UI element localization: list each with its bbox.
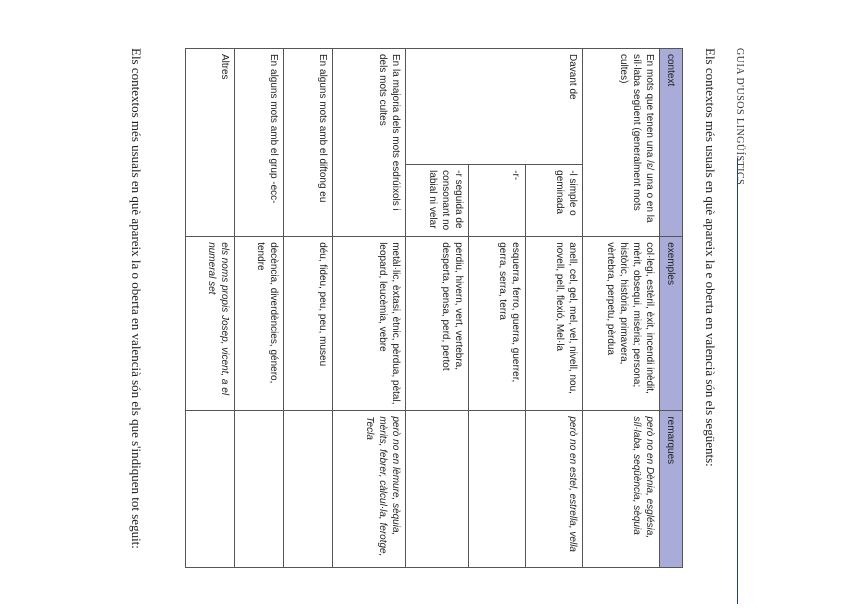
running-head-rule	[737, 158, 738, 604]
cell-examples: metàl·lic, èxtasi, ètnic, pèrdua, pètal, leopard, leucèmia, vebre	[333, 237, 406, 411]
cell-context: En alguns mots amb el grup -ecc-	[235, 49, 284, 237]
table-row	[235, 49, 284, 568]
table-row	[583, 49, 660, 568]
cell-remarks: però no en lèmure, sèquia, mèrits, febrer, càlcul·la, ferotge, Tecla	[333, 411, 406, 568]
running-head-text: GUIA D'USOS LINGÜÍSTICS	[734, 48, 745, 186]
header-context: context	[660, 49, 683, 237]
cell-subcontext: -l simple o geminada	[526, 165, 583, 237]
cell-examples: col·legi, estèril, èxit, incendi inèdit, mèrit, obsequi, misèria; persona; històric, història, primavera, vèrtebra, perpetu, pèrdua	[583, 237, 660, 411]
cell-examples: perdiu, hivern, vert, vertebra, desperta, pensa, perd, pertot	[406, 237, 469, 411]
table-row	[526, 49, 583, 568]
cell-remarks	[406, 411, 469, 568]
table-row	[333, 49, 406, 568]
cell-remarks	[186, 411, 235, 568]
cell-context: En alguns mots amb el diftong eu	[284, 49, 333, 237]
usage-table	[185, 48, 683, 568]
header-remarks: remarques	[660, 411, 683, 568]
cell-remarks: però no en estel, estrella, vella	[526, 411, 583, 568]
table-row	[186, 49, 235, 568]
cell-context: En mots que tenen una /ɛ/ una o en la síl·laba següent (generalment mots cultes)	[583, 49, 660, 237]
cell-examples: els noms propis Josep, vicent, a el numeral set	[186, 237, 235, 411]
cell-context: Davant de	[406, 49, 583, 165]
cell-remarks	[235, 411, 284, 568]
rotated-document-page	[45, 48, 745, 608]
cell-subcontext: -r seguida de consonant no labial ni velar	[406, 165, 469, 237]
cell-context: En la majoria dels mots esdrúixols i dels mots cultes	[333, 49, 406, 237]
cell-examples: esquerra, ferro, guerra, guerrer, gerra, serra, terra	[469, 237, 526, 411]
cell-examples: anell, cel, gel, mel, vel, nivell, nou, novell, pell, flexió, Mel·la	[526, 237, 583, 411]
header-examples: exemples	[660, 237, 683, 411]
cell-remarks: però no en Dènia, església, síl·laba, seqüència, sèquia	[583, 411, 660, 568]
running-head	[734, 48, 745, 608]
cell-examples: decència, diverdències, género, tendre	[235, 237, 284, 411]
cell-remarks	[284, 411, 333, 568]
outro-paragraph: Els contextos més usuals en què apareix la o oberta en valencià són els que s'indiquen tot seguit:	[129, 48, 144, 549]
table-row	[284, 49, 333, 568]
cell-context: Altres	[186, 49, 235, 237]
table-header-row	[660, 49, 683, 568]
cell-examples: déu, fideu, peu, peu, museu	[284, 237, 333, 411]
cell-remarks	[469, 411, 526, 568]
intro-paragraph: Els contextos més usuals en què apareix la e oberta en valencià són els següents:	[703, 48, 718, 467]
cell-subcontext: -r-	[469, 165, 526, 237]
